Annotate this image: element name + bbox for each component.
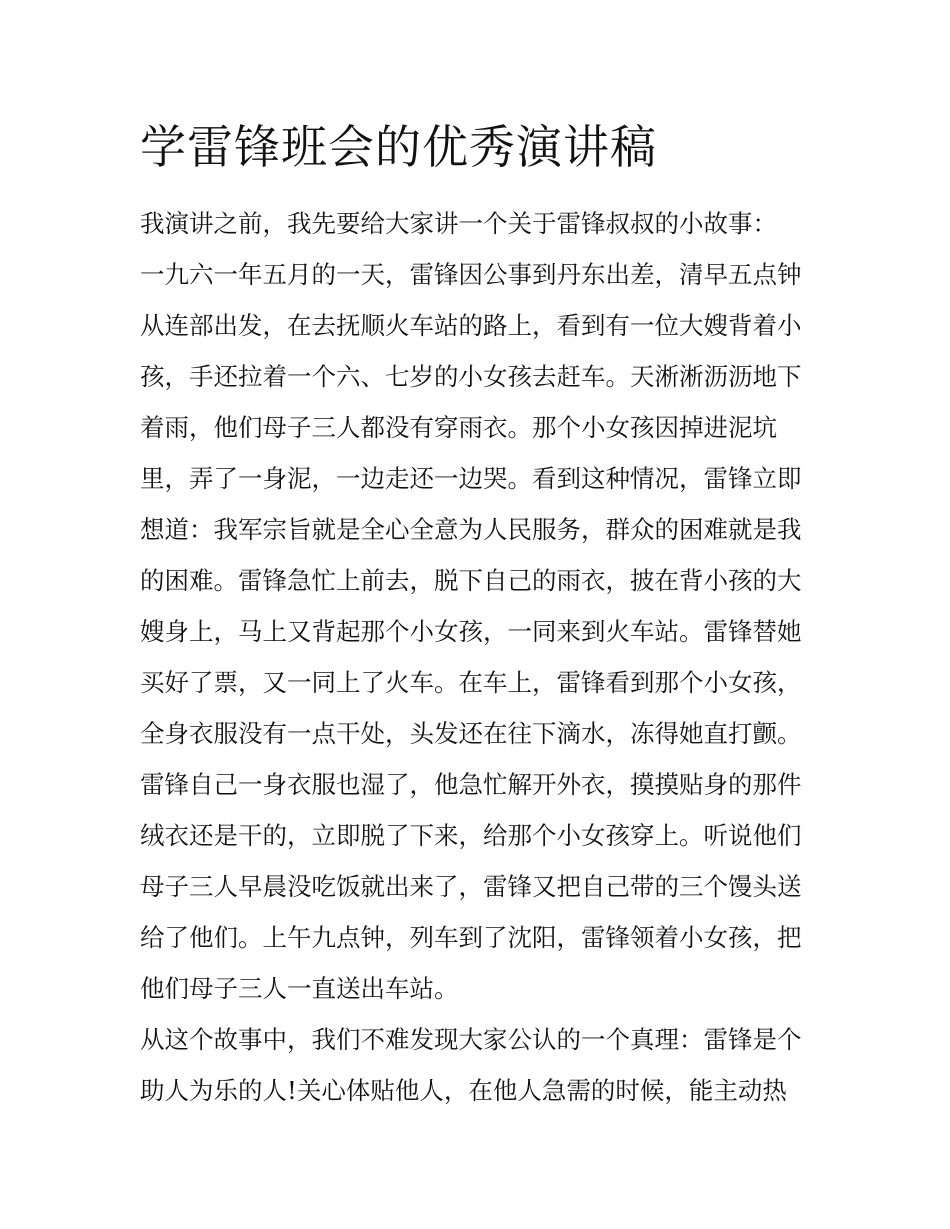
text-line: 我演讲之前，我先要给大家讲一个关于雷锋叔叔的小故事： [140, 209, 777, 238]
text-line: 助人为乐的人!关心体贴他人，在他人急需的时候，能主动热 [140, 1076, 787, 1105]
text-line: 给了他们。上午九点钟，列车到了沈阳，雷锋领着小女孩，把 [140, 923, 802, 952]
paragraph-intro [140, 198, 812, 249]
text-line: 母子三人早晨没吃饭就出来了，雷锋又把自己带的三个馒头送 [140, 872, 802, 901]
paragraph-conclusion [140, 1014, 812, 1116]
text-line: 一九六一年五月的一天，雷锋因公事到丹东出差，清早五点钟 [140, 260, 802, 289]
text-line: 想道：我军宗旨就是全心全意为人民服务，群众的困难就是我 [140, 515, 802, 544]
document-title: 学雷锋班会的优秀演讲稿 [140, 120, 657, 174]
text-line: 孩，手还拉着一个六、七岁的小女孩去赶车。天淅淅沥沥地下 [140, 362, 802, 391]
text-line: 的困难。雷锋急忙上前去，脱下自己的雨衣，披在背小孩的大 [140, 566, 802, 595]
paragraph-story [140, 249, 812, 1014]
text-line: 从连部出发，在去抚顺火车站的路上，看到有一位大嫂背着小 [140, 311, 802, 340]
text-line: 全身衣服没有一点干处，头发还在往下滴水，冻得她直打颤。 [140, 719, 802, 748]
text-line: 从这个故事中，我们不难发现大家公认的一个真理：雷锋是个 [140, 1025, 802, 1054]
document-body [140, 112, 812, 1116]
text-line: 里，弄了一身泥，一边走还一边哭。看到这种情况，雷锋立即 [140, 464, 802, 493]
text-line: 嫂身上，马上又背起那个小女孩，一同来到火车站。雷锋替她 [140, 617, 802, 646]
text-line: 绒衣还是干的，立即脱了下来，给那个小女孩穿上。听说他们 [140, 821, 802, 850]
text-line: 买好了票，又一同上了火车。在车上，雷锋看到那个小女孩， [140, 668, 802, 697]
text-line: 他们母子三人一直送出车站。 [140, 974, 459, 1003]
text-line: 雷锋自己一身衣服也湿了，他急忙解开外衣，摸摸贴身的那件 [140, 770, 802, 799]
text-line: 着雨，他们母子三人都没有穿雨衣。那个小女孩因掉进泥坑 [140, 413, 777, 442]
